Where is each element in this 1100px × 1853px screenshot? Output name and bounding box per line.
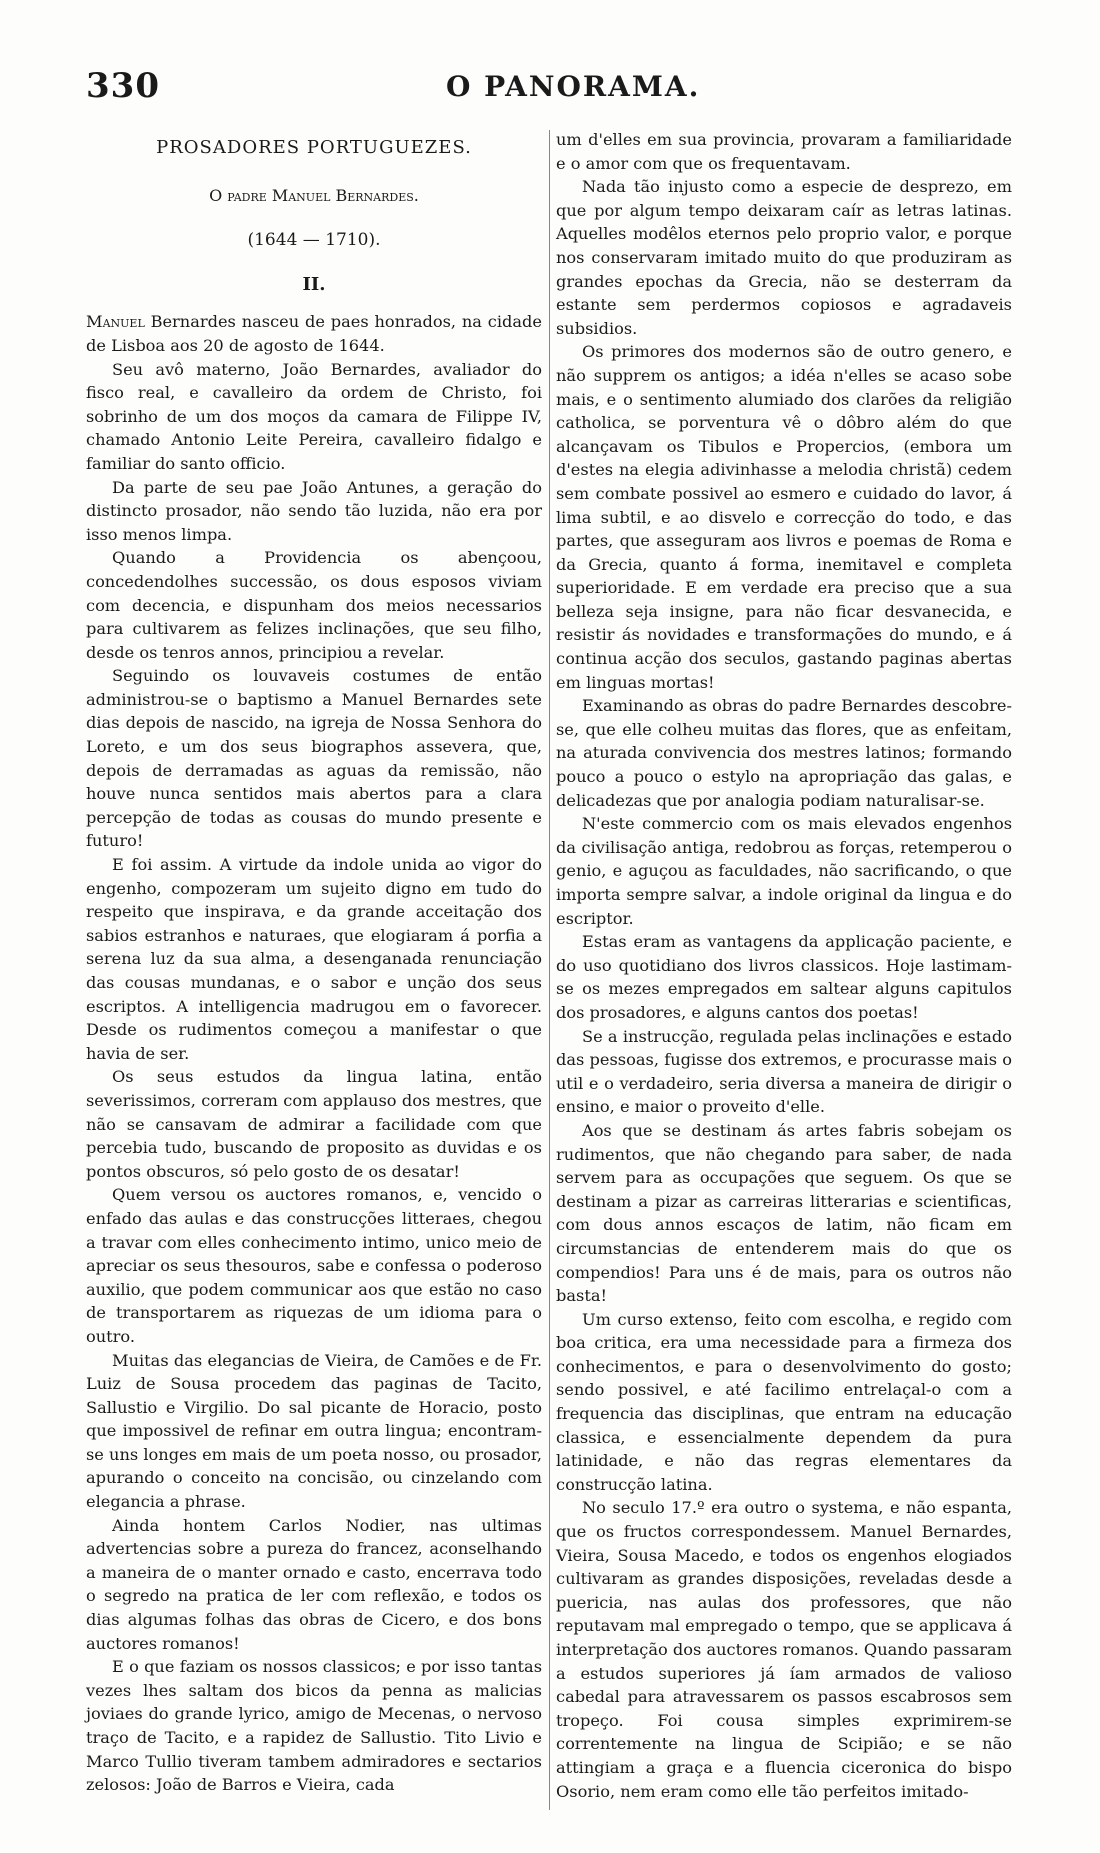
article-part: II.: [302, 273, 326, 295]
paragraph: Examinando as obras do padre Bernardes descobre-se, que elle colheu muitas das flores, que as enfeitam, na aturada convivencia dos mestres latinos; formando pouco a pouco o estylo na apropriação das galas, e delicadezas que por analogia podiam naturalisar-se.: [556, 696, 1012, 810]
paragraph-text: Bernardes nasceu de paes honrados, na cidade de Lisboa aos 20 de agosto de 1644.: [86, 312, 542, 355]
paragraph: Da parte de seu pae João Antunes, a geração do distincto prosador, não sendo tão luzida, não era por isso menos limpa.: [86, 477, 542, 544]
paragraph: No seculo 17.º era outro o systema, e não espanta, que os fructos correspondessem. Manuel Bernardes, Vieira, Sousa Macedo, e todos os engenhos elogiados cultivaram as grandes disposições, reveladas desde a puericia, nas aulas dos professores, que não reputavam mal empregado o tempo, que se applicava á interpretação dos auctores romanos. Quando passaram a estudos superiores já íam armados de valioso cabedal para atravessarem os passos escabrosos sem tropeço. Foi cousa simples exprimirem-se correntemente na lingua de Scipião; e se não attingiam a graça e a fluencia ciceronica do bispo Osorio, nem eram como elle tão perfeitos imitado-: [556, 1498, 1012, 1801]
paragraph: Seguindo os louvaveis costumes de então administrou-se o baptismo a Manuel Bernardes sete dias depois de nascido, na igreja de Nossa Senhora do Loreto, e um dos seus biographos assevera, que, depois de derramadas as aguas da remissão, não houve nunca sentidos mais abertos para a clara percepção de todas as cousas do mundo presente e futuro!: [86, 666, 542, 851]
column-divider: [549, 130, 550, 1810]
paragraph: Seu avô materno, João Bernardes, avaliador do fisco real, e cavalleiro da ordem de Christo, foi sobrinho de um dos moços da camara de Filippe IV, chamado Antonio Leite Pereira, cavalleiro fidalgo e familiar do santo officio.: [86, 359, 542, 473]
paragraph: E foi assim. A virtude da indole unida ao vigor do engenho, compozeram um sujeito digno em tudo do respeito que inspirava, e da grande acceitação dos sabios estranhos e naturaes, que elogiaram á porfia a serena luz da sua alma, a desenganada renunciação das cousas mundanas, e o sabor e unção dos seus escriptos. A intelligencia madrugou em o favorecer. Desde os rudimentos começou a manifestar o que havia de ser.: [86, 855, 542, 1063]
section-title: PROSADORES PORTUGUEZES.: [156, 137, 472, 158]
article-dates: (1644 — 1710).: [247, 230, 381, 251]
paragraph: N'este commercio com os mais elevados engenhos da civilisação antiga, redobrou as forças, retemperou o genio, e aguçou as faculdades, não sacrificando, o que importa sempre salvar, a indole original da lingua e do escriptor.: [556, 814, 1012, 928]
paragraph: E o que faziam os nossos classicos; e por isso tantas vezes lhes saltam dos bicos da penna as malicias joviaes do grande lyrico, amigo de Mecenas, o nervoso traço de Tacito, e a rapidez de Sallustio. Tito Livio e Marco Tullio tiveram tambem admiradores e sectarios zelosos: João de Barros e Vieira, cada: [86, 1657, 542, 1795]
paragraph: Quando a Providencia os abençoou, concedendolhes successão, os dous esposos viviam com decencia, e dispunham dos meios necessarios para cultivarem as felizes inclinações, que seu filho, desde os tenros annos, principiou a revelar.: [86, 548, 542, 662]
paragraph: um d'elles em sua provincia, provaram a familiaridade e o amor com que os frequentavam.: [556, 130, 1012, 173]
lead-word: Manuel: [86, 312, 145, 332]
page-header: [86, 66, 1026, 114]
right-column: [556, 128, 1012, 1803]
paragraph: Os seus estudos da lingua latina, então severissimos, correram com applauso dos mestres, que não se cansavam de admirar a facilidade com que percebia tudo, buscando de proposito as duvidas e os pontos obscuros, só pelo gosto de os desatar!: [86, 1067, 542, 1181]
article-subject: O padre Manuel Bernardes.: [209, 185, 419, 205]
paragraph: Quem versou os auctores romanos, e, vencido o enfado das aulas e das construcções litteraes, chegou a travar com elles conhecimento intimo, unico meio de apreciar os seus thesouros, sabe e confessa o poderoso auxilio, que podem communicar aos que estão no caso de transportarem as riquezas de um idioma para o outro.: [86, 1185, 542, 1346]
left-column: [86, 128, 542, 1797]
paragraph: Se a instrucção, regulada pelas inclinações e estado das pessoas, fugisse dos extremos, e procurasse mais o util e o verdadeiro, seria diversa a maneira de dirigir o ensino, e maior o proveito d'elle.: [556, 1026, 1012, 1117]
paragraph: Ainda hontem Carlos Nodier, nas ultimas advertencias sobre a pureza do francez, aconselhando a maneira de o manter ornado e casto, encerrava todo o segredo na pratica de ler com reflexão, e todos os dias algumas folhas das obras de Cicero, e dos bons auctores romanos!: [86, 1515, 542, 1653]
paragraph: [86, 310, 542, 357]
paragraph: Estas eram as vantagens da applicação paciente, e do uso quotidiano dos livros classicos. Hoje lastimam-se os mezes empregados em saltear alguns capitulos dos prosadores, e alguns cantos dos poetas!: [556, 932, 1012, 1022]
paragraph: Nada tão injusto como a especie de desprezo, em que por algum tempo deixaram caír as letras latinas. Aquelles modêlos eternos pelo proprio valor, e porque nos conservaram imitado muito do que produziram as grandes epochas da Grecia, não se desterram da estante sem perdermos copiosos e agradaveis subsidios.: [556, 177, 1012, 338]
paragraph: Um curso extenso, feito com escolha, e regido com boa critica, era uma necessidade para a firmeza dos conhecimentos, e para o desenvolvimento do gosto; sendo possivel, e até facilimo entrelaçal-o com a frequencia das disciplinas, que entram na educação classica, e essencialmente dependem da pura latinidade, e não das regras elementares da construcção latina.: [556, 1309, 1012, 1494]
paragraph: Aos que se destinam ás artes fabris sobejam os rudimentos, que não chegando para saber, de nada servem para as occupações que seguem. Os que se destinam a pizar as carreiras litterarias e scientificas, com dous annos escaços de latim, não ficam em circumstancias de entenderem mais do que os compendios! Para uns é de mais, para os outros não basta!: [556, 1120, 1012, 1306]
page-number: 330: [86, 66, 160, 106]
paragraph: Os primores dos modernos são de outro genero, e não supprem os antigos; a idéa n'elles se acaso sobe mais, e o sentimento alumiado dos clarões da religião catholica, se porventura vê o dôbro além do que alcançavam os Tibulos e Propercios, (embora um d'estes na elegia adivinhasse a melodia christã) cedem sem combate possivel ao esmero e cuidado do lavor, á lima subtil, e ao disvelo e correcção do todo, e das partes, que asseguram aos livros e poemas de Roma e da Grecia, quanto á forma, inemitavel e completa superioridade. E em verdade era preciso que a sua belleza seja insigne, para não ficar desvanecida, e resistir ás novidades e transformações do mundo, e á continua acção dos seculos, gastando paginas abertas em linguas mortas!: [556, 342, 1012, 692]
journal-title: O PANORAMA.: [446, 70, 701, 103]
paragraph: Muitas das elegancias de Vieira, de Camões e de Fr. Luiz de Sousa procedem das paginas de Tacito, Sallustio e Virgilio. Do sal picante de Horacio, posto que impossivel de refinar em outra lingua; encontram-se uns longes em mais de um poeta nosso, ou prosador, apurando o conceito na concisão, ou cinzelando com elegancia a phrase.: [86, 1350, 542, 1512]
